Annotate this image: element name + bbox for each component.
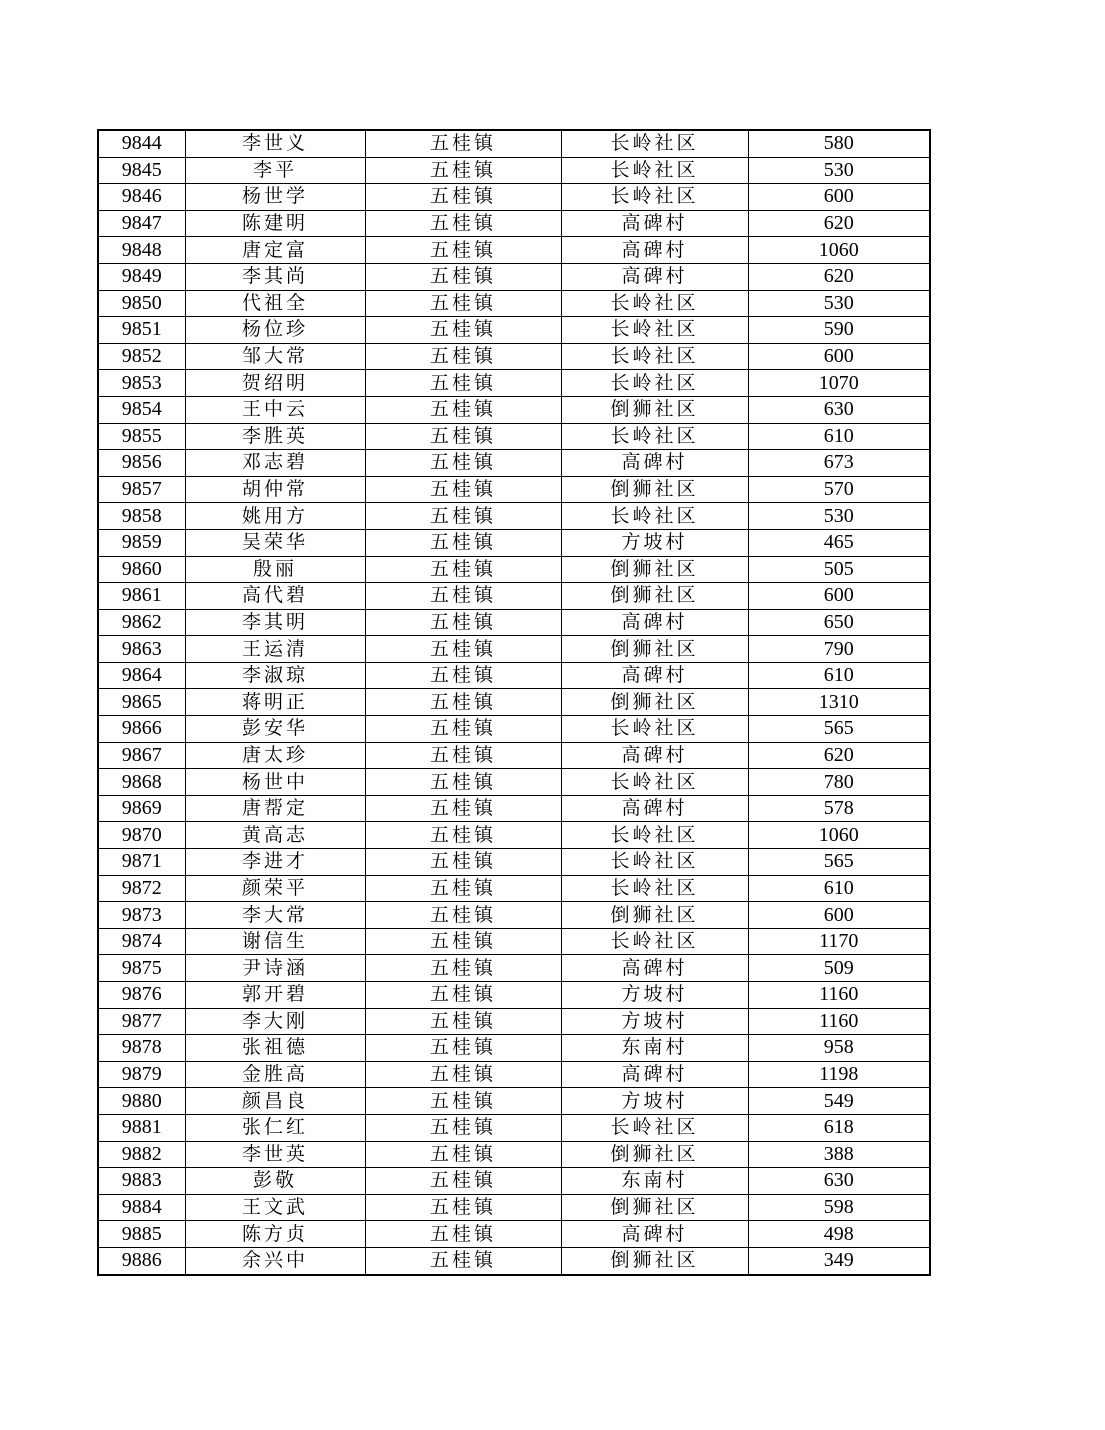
cell-village: 倒狮社区 [561, 583, 748, 610]
cell-id: 9865 [98, 689, 185, 716]
cell-amount: 570 [748, 476, 930, 503]
table-row [98, 742, 930, 769]
cell-name: 邹大常 [185, 343, 365, 370]
cell-village: 东南村 [561, 1035, 748, 1062]
cell-town: 五桂镇 [365, 263, 561, 290]
cell-town: 五桂镇 [365, 609, 561, 636]
cell-town: 五桂镇 [365, 875, 561, 902]
cell-id: 9873 [98, 902, 185, 929]
cell-name: 余兴中 [185, 1247, 365, 1274]
cell-amount: 600 [748, 184, 930, 211]
cell-village: 长岭社区 [561, 343, 748, 370]
cell-amount: 1160 [748, 982, 930, 1009]
cell-village: 长岭社区 [561, 1114, 748, 1141]
cell-id: 9849 [98, 263, 185, 290]
cell-village: 倒狮社区 [561, 1141, 748, 1168]
cell-amount: 1310 [748, 689, 930, 716]
cell-town: 五桂镇 [365, 982, 561, 1009]
cell-village: 高碑村 [561, 662, 748, 689]
cell-name: 王文武 [185, 1194, 365, 1221]
cell-name: 唐定富 [185, 237, 365, 264]
cell-town: 五桂镇 [365, 795, 561, 822]
cell-village: 长岭社区 [561, 928, 748, 955]
cell-village: 倒狮社区 [561, 636, 748, 663]
cell-town: 五桂镇 [365, 902, 561, 929]
table-row [98, 1061, 930, 1088]
table-row [98, 609, 930, 636]
cell-village: 长岭社区 [561, 290, 748, 317]
cell-name: 黄高志 [185, 822, 365, 849]
cell-name: 高代碧 [185, 583, 365, 610]
cell-name: 邓志碧 [185, 450, 365, 477]
cell-name: 张祖德 [185, 1035, 365, 1062]
cell-id: 9845 [98, 157, 185, 184]
cell-id: 9868 [98, 769, 185, 796]
cell-village: 长岭社区 [561, 130, 748, 157]
cell-village: 倒狮社区 [561, 396, 748, 423]
cell-town: 五桂镇 [365, 1168, 561, 1195]
cell-amount: 958 [748, 1035, 930, 1062]
cell-id: 9859 [98, 529, 185, 556]
cell-name: 李其尚 [185, 263, 365, 290]
table-row [98, 210, 930, 237]
cell-name: 杨位珍 [185, 317, 365, 344]
cell-name: 颜昌良 [185, 1088, 365, 1115]
cell-village: 长岭社区 [561, 317, 748, 344]
cell-name: 唐太珍 [185, 742, 365, 769]
cell-amount: 610 [748, 423, 930, 450]
cell-id: 9885 [98, 1221, 185, 1248]
table-row [98, 955, 930, 982]
cell-town: 五桂镇 [365, 450, 561, 477]
cell-village: 高碑村 [561, 1061, 748, 1088]
table-row [98, 503, 930, 530]
table-row [98, 1168, 930, 1195]
cell-amount: 630 [748, 1168, 930, 1195]
cell-village: 高碑村 [561, 955, 748, 982]
cell-town: 五桂镇 [365, 317, 561, 344]
cell-name: 彭安华 [185, 716, 365, 743]
table-row [98, 184, 930, 211]
table-row [98, 529, 930, 556]
cell-town: 五桂镇 [365, 343, 561, 370]
cell-amount: 598 [748, 1194, 930, 1221]
cell-id: 9847 [98, 210, 185, 237]
cell-amount: 349 [748, 1247, 930, 1274]
cell-village: 长岭社区 [561, 423, 748, 450]
table-row [98, 583, 930, 610]
cell-town: 五桂镇 [365, 396, 561, 423]
cell-town: 五桂镇 [365, 503, 561, 530]
cell-town: 五桂镇 [365, 529, 561, 556]
cell-town: 五桂镇 [365, 476, 561, 503]
cell-village: 倒狮社区 [561, 1194, 748, 1221]
cell-amount: 1060 [748, 237, 930, 264]
cell-town: 五桂镇 [365, 689, 561, 716]
cell-amount: 620 [748, 263, 930, 290]
cell-town: 五桂镇 [365, 1008, 561, 1035]
table-row [98, 370, 930, 397]
cell-village: 高碑村 [561, 263, 748, 290]
cell-town: 五桂镇 [365, 716, 561, 743]
cell-id: 9883 [98, 1168, 185, 1195]
cell-id: 9844 [98, 130, 185, 157]
cell-town: 五桂镇 [365, 237, 561, 264]
cell-id: 9872 [98, 875, 185, 902]
cell-amount: 1070 [748, 370, 930, 397]
cell-village: 长岭社区 [561, 157, 748, 184]
table-row [98, 263, 930, 290]
cell-id: 9867 [98, 742, 185, 769]
cell-id: 9855 [98, 423, 185, 450]
cell-town: 五桂镇 [365, 928, 561, 955]
cell-town: 五桂镇 [365, 822, 561, 849]
cell-village: 高碑村 [561, 1221, 748, 1248]
cell-town: 五桂镇 [365, 157, 561, 184]
cell-id: 9857 [98, 476, 185, 503]
cell-village: 长岭社区 [561, 769, 748, 796]
cell-amount: 549 [748, 1088, 930, 1115]
cell-id: 9884 [98, 1194, 185, 1221]
cell-id: 9853 [98, 370, 185, 397]
cell-town: 五桂镇 [365, 1247, 561, 1274]
cell-name: 陈建明 [185, 210, 365, 237]
cell-name: 代祖全 [185, 290, 365, 317]
cell-town: 五桂镇 [365, 849, 561, 876]
cell-amount: 465 [748, 529, 930, 556]
cell-village: 方坡村 [561, 982, 748, 1009]
cell-town: 五桂镇 [365, 130, 561, 157]
cell-amount: 578 [748, 795, 930, 822]
cell-id: 9863 [98, 636, 185, 663]
cell-name: 陈方贞 [185, 1221, 365, 1248]
cell-town: 五桂镇 [365, 1114, 561, 1141]
table-row [98, 237, 930, 264]
table-row [98, 1008, 930, 1035]
cell-name: 吴荣华 [185, 529, 365, 556]
cell-id: 9851 [98, 317, 185, 344]
cell-town: 五桂镇 [365, 423, 561, 450]
table-row [98, 556, 930, 583]
cell-id: 9878 [98, 1035, 185, 1062]
table-row [98, 130, 930, 157]
cell-town: 五桂镇 [365, 583, 561, 610]
cell-id: 9877 [98, 1008, 185, 1035]
cell-id: 9875 [98, 955, 185, 982]
cell-village: 高碑村 [561, 237, 748, 264]
cell-name: 尹诗涵 [185, 955, 365, 982]
table-row [98, 450, 930, 477]
cell-name: 彭敬 [185, 1168, 365, 1195]
cell-town: 五桂镇 [365, 370, 561, 397]
cell-village: 倒狮社区 [561, 689, 748, 716]
cell-village: 东南村 [561, 1168, 748, 1195]
cell-id: 9850 [98, 290, 185, 317]
cell-amount: 620 [748, 742, 930, 769]
cell-village: 高碑村 [561, 609, 748, 636]
cell-id: 9880 [98, 1088, 185, 1115]
cell-name: 王中云 [185, 396, 365, 423]
cell-amount: 1198 [748, 1061, 930, 1088]
table-row [98, 822, 930, 849]
table-row [98, 982, 930, 1009]
cell-village: 方坡村 [561, 1088, 748, 1115]
cell-town: 五桂镇 [365, 636, 561, 663]
cell-amount: 1160 [748, 1008, 930, 1035]
cell-amount: 580 [748, 130, 930, 157]
cell-amount: 650 [748, 609, 930, 636]
table-row [98, 1035, 930, 1062]
cell-amount: 498 [748, 1221, 930, 1248]
cell-village: 长岭社区 [561, 184, 748, 211]
cell-name: 颜荣平 [185, 875, 365, 902]
table-row [98, 875, 930, 902]
cell-name: 李大刚 [185, 1008, 365, 1035]
table-row [98, 716, 930, 743]
cell-village: 高碑村 [561, 450, 748, 477]
cell-name: 李大常 [185, 902, 365, 929]
table-row [98, 769, 930, 796]
cell-id: 9864 [98, 662, 185, 689]
table-row [98, 1088, 930, 1115]
cell-name: 杨世学 [185, 184, 365, 211]
table-row [98, 662, 930, 689]
cell-town: 五桂镇 [365, 556, 561, 583]
cell-town: 五桂镇 [365, 1035, 561, 1062]
cell-id: 9866 [98, 716, 185, 743]
cell-amount: 530 [748, 503, 930, 530]
cell-village: 长岭社区 [561, 503, 748, 530]
table-row [98, 423, 930, 450]
cell-village: 长岭社区 [561, 875, 748, 902]
cell-town: 五桂镇 [365, 662, 561, 689]
cell-name: 李平 [185, 157, 365, 184]
cell-town: 五桂镇 [365, 955, 561, 982]
cell-village: 倒狮社区 [561, 902, 748, 929]
table-row [98, 928, 930, 955]
table-row [98, 396, 930, 423]
table-row [98, 290, 930, 317]
cell-town: 五桂镇 [365, 210, 561, 237]
cell-id: 9879 [98, 1061, 185, 1088]
cell-town: 五桂镇 [365, 290, 561, 317]
cell-id: 9854 [98, 396, 185, 423]
table-row [98, 1194, 930, 1221]
cell-amount: 530 [748, 157, 930, 184]
cell-name: 李世义 [185, 130, 365, 157]
cell-village: 倒狮社区 [561, 556, 748, 583]
cell-village: 方坡村 [561, 1008, 748, 1035]
cell-village: 长岭社区 [561, 849, 748, 876]
cell-town: 五桂镇 [365, 1061, 561, 1088]
table-row [98, 849, 930, 876]
cell-name: 李进才 [185, 849, 365, 876]
cell-name: 李淑琼 [185, 662, 365, 689]
table-row [98, 689, 930, 716]
cell-town: 五桂镇 [365, 769, 561, 796]
cell-amount: 610 [748, 662, 930, 689]
cell-amount: 780 [748, 769, 930, 796]
cell-id: 9852 [98, 343, 185, 370]
cell-amount: 388 [748, 1141, 930, 1168]
cell-id: 9886 [98, 1247, 185, 1274]
cell-village: 长岭社区 [561, 716, 748, 743]
cell-id: 9870 [98, 822, 185, 849]
cell-id: 9860 [98, 556, 185, 583]
cell-name: 金胜高 [185, 1061, 365, 1088]
table-row [98, 636, 930, 663]
cell-id: 9862 [98, 609, 185, 636]
cell-name: 姚用方 [185, 503, 365, 530]
cell-town: 五桂镇 [365, 742, 561, 769]
cell-village: 方坡村 [561, 529, 748, 556]
table-row [98, 157, 930, 184]
cell-amount: 620 [748, 210, 930, 237]
table-row [98, 1141, 930, 1168]
table-row [98, 1247, 930, 1274]
cell-amount: 1170 [748, 928, 930, 955]
cell-town: 五桂镇 [365, 1141, 561, 1168]
cell-name: 唐帮定 [185, 795, 365, 822]
cell-id: 9856 [98, 450, 185, 477]
cell-amount: 505 [748, 556, 930, 583]
table-body [98, 130, 930, 1275]
cell-name: 胡仲常 [185, 476, 365, 503]
table-row [98, 476, 930, 503]
cell-amount: 600 [748, 902, 930, 929]
cell-id: 9848 [98, 237, 185, 264]
cell-name: 李其明 [185, 609, 365, 636]
cell-name: 贺绍明 [185, 370, 365, 397]
cell-amount: 673 [748, 450, 930, 477]
cell-village: 倒狮社区 [561, 1247, 748, 1274]
cell-village: 高碑村 [561, 210, 748, 237]
cell-village: 倒狮社区 [561, 476, 748, 503]
cell-town: 五桂镇 [365, 1221, 561, 1248]
cell-id: 9876 [98, 982, 185, 1009]
cell-amount: 600 [748, 583, 930, 610]
cell-village: 高碑村 [561, 742, 748, 769]
cell-amount: 565 [748, 849, 930, 876]
cell-village: 长岭社区 [561, 822, 748, 849]
table-row [98, 902, 930, 929]
cell-name: 王运清 [185, 636, 365, 663]
table-row [98, 317, 930, 344]
cell-amount: 590 [748, 317, 930, 344]
cell-amount: 618 [748, 1114, 930, 1141]
cell-town: 五桂镇 [365, 184, 561, 211]
cell-village: 长岭社区 [561, 370, 748, 397]
cell-amount: 565 [748, 716, 930, 743]
table-row [98, 1221, 930, 1248]
cell-id: 9869 [98, 795, 185, 822]
cell-id: 9861 [98, 583, 185, 610]
cell-name: 蒋明正 [185, 689, 365, 716]
data-table [97, 129, 931, 1276]
cell-name: 李胜英 [185, 423, 365, 450]
cell-town: 五桂镇 [365, 1194, 561, 1221]
cell-name: 殷丽 [185, 556, 365, 583]
cell-name: 杨世中 [185, 769, 365, 796]
cell-amount: 600 [748, 343, 930, 370]
cell-amount: 790 [748, 636, 930, 663]
cell-id: 9871 [98, 849, 185, 876]
cell-name: 郭开碧 [185, 982, 365, 1009]
cell-amount: 530 [748, 290, 930, 317]
cell-id: 9846 [98, 184, 185, 211]
cell-name: 张仁红 [185, 1114, 365, 1141]
cell-amount: 1060 [748, 822, 930, 849]
cell-amount: 630 [748, 396, 930, 423]
cell-village: 高碑村 [561, 795, 748, 822]
table-row [98, 1114, 930, 1141]
cell-id: 9874 [98, 928, 185, 955]
cell-name: 李世英 [185, 1141, 365, 1168]
cell-id: 9858 [98, 503, 185, 530]
table-row [98, 795, 930, 822]
table-row [98, 343, 930, 370]
cell-name: 谢信生 [185, 928, 365, 955]
cell-id: 9881 [98, 1114, 185, 1141]
cell-id: 9882 [98, 1141, 185, 1168]
cell-town: 五桂镇 [365, 1088, 561, 1115]
cell-amount: 509 [748, 955, 930, 982]
cell-amount: 610 [748, 875, 930, 902]
